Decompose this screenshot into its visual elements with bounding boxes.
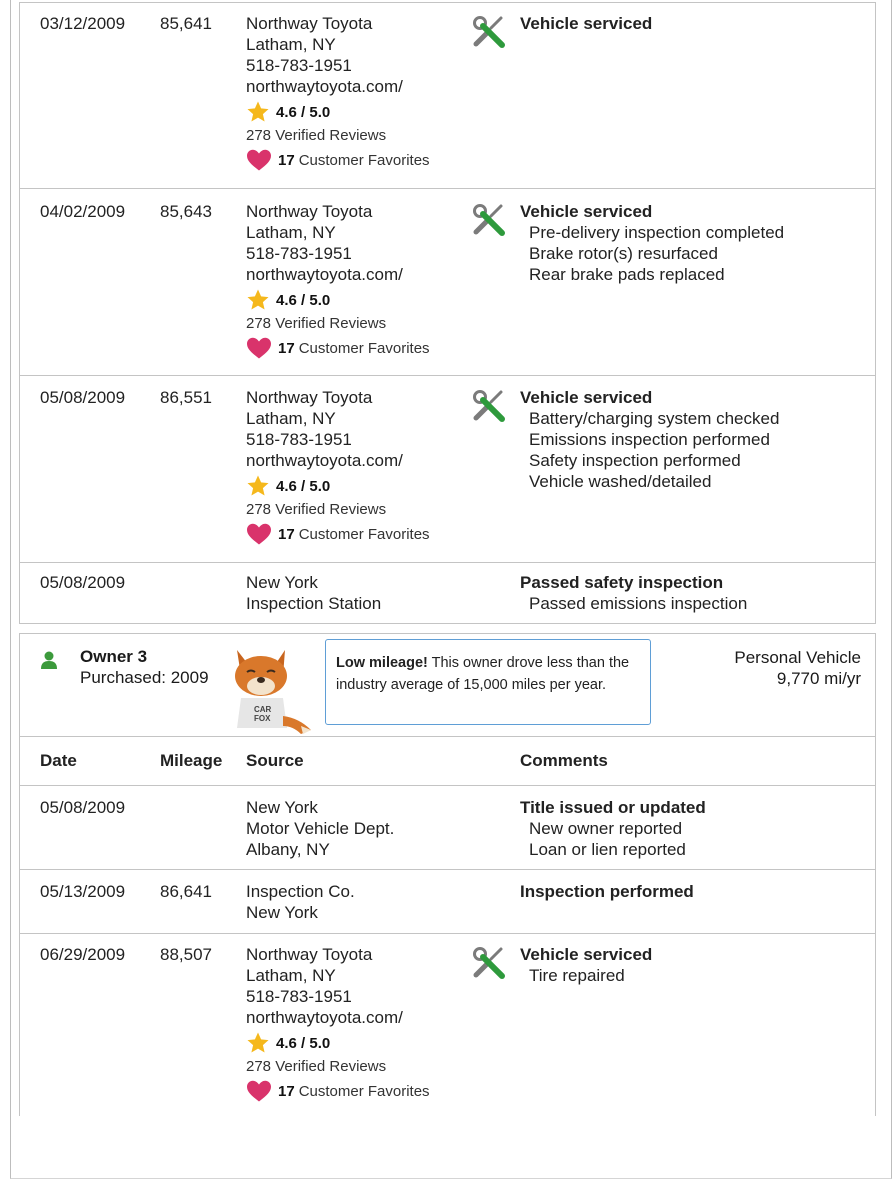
service-tools-icon [472, 15, 506, 49]
dealer-rating [246, 1031, 430, 1055]
source-location: New York [246, 903, 318, 922]
record-comments [520, 944, 652, 986]
column-header-mileage: Mileage [160, 751, 223, 770]
comment-title: Vehicle serviced [520, 388, 653, 407]
vehicle-use-type: Personal Vehicle [734, 648, 861, 667]
star-icon [246, 1031, 270, 1055]
comment-line: Brake rotor(s) resurfaced [529, 244, 718, 263]
source-website[interactable]: northwaytoyota.com/ [246, 1008, 403, 1027]
comment-line: Loan or lien reported [529, 840, 686, 859]
rating-value: 4.6 / 5.0 [276, 477, 331, 495]
favorites-label: Customer Favorites [298, 1082, 430, 1100]
record-date: 04/02/2009 [40, 202, 126, 221]
record-date: 05/08/2009 [40, 573, 126, 592]
comment-title: Title issued or updated [520, 798, 706, 817]
comment-line: Tire repaired [529, 966, 625, 985]
heart-icon [246, 336, 272, 360]
owner-name: Owner 3 [80, 647, 148, 666]
carfox-mascot-icon [227, 646, 315, 736]
customer-favorites [246, 1079, 430, 1103]
record-date: 05/13/2009 [40, 882, 126, 901]
table-header [20, 737, 875, 786]
svg-text:CAR: CAR [254, 705, 272, 714]
favorites-count: 17 [278, 1082, 295, 1100]
table-row [20, 870, 875, 934]
record-source [246, 572, 381, 614]
source-location: Inspection Station [246, 594, 382, 613]
source-phone: 518-783-1951 [246, 244, 352, 263]
favorites-label: Customer Favorites [298, 525, 430, 543]
person-icon [40, 650, 58, 670]
comment-line: New owner reported [529, 819, 683, 838]
record-source [246, 387, 430, 546]
comment-line: Passed emissions inspection [529, 594, 748, 613]
table-row [20, 189, 875, 376]
record-source [246, 797, 394, 860]
comment-line: Battery/charging system checked [529, 409, 780, 428]
favorites-label: Customer Favorites [298, 339, 430, 357]
column-header-date: Date [40, 751, 77, 770]
source-name: New York [246, 798, 318, 817]
record-mileage: 88,507 [160, 945, 212, 964]
record-source [246, 881, 355, 923]
record-source [246, 201, 430, 360]
service-tools-icon [472, 946, 506, 980]
source-phone: 518-783-1951 [246, 56, 352, 75]
owner-usage [734, 647, 861, 689]
record-comments [520, 13, 652, 34]
customer-favorites [246, 336, 430, 360]
service-tools-icon [472, 203, 506, 237]
record-comments [520, 572, 747, 614]
record-comments [520, 797, 706, 860]
comment-line: Vehicle washed/detailed [529, 472, 712, 491]
heart-icon [246, 1079, 272, 1103]
comment-line: Emissions inspection performed [529, 430, 770, 449]
table-row [20, 376, 875, 563]
dealer-rating [246, 100, 430, 124]
source-name: New York [246, 573, 318, 592]
source-location: Latham, NY [246, 966, 336, 985]
comment-line: Safety inspection performed [529, 451, 741, 470]
column-header-comments: Comments [520, 751, 608, 770]
comment-line: Pre-delivery inspection completed [529, 223, 785, 242]
record-comments [520, 387, 779, 492]
record-date: 03/12/2009 [40, 14, 126, 33]
source-name: Inspection Co. [246, 882, 355, 901]
record-comments [520, 201, 784, 285]
source-name[interactable]: Northway Toyota [246, 388, 373, 407]
source-location: Latham, NY [246, 409, 336, 428]
table-row [20, 934, 875, 1117]
history-table-owner3 [19, 736, 876, 1116]
record-mileage: 86,641 [160, 882, 212, 901]
service-tools-icon [472, 389, 506, 423]
callout-text: This owner drove less than the industry average of 15,000 miles per year. [336, 655, 630, 693]
source-phone: 518-783-1951 [246, 430, 352, 449]
table-row [20, 786, 875, 870]
record-source [246, 944, 430, 1103]
comment-line: Rear brake pads replaced [529, 265, 725, 284]
source-location: Latham, NY [246, 35, 336, 54]
source-location: Latham, NY [246, 223, 336, 242]
verified-reviews-link[interactable]: 278 Verified Reviews [246, 501, 387, 518]
verified-reviews-link[interactable]: 278 Verified Reviews [246, 1058, 387, 1075]
record-mileage: 85,643 [160, 202, 212, 221]
favorites-label: Customer Favorites [298, 151, 430, 169]
source-name[interactable]: Northway Toyota [246, 202, 373, 221]
star-icon [246, 288, 270, 312]
record-date: 05/08/2009 [40, 388, 126, 407]
source-phone: 518-783-1951 [246, 987, 352, 1006]
record-mileage: 85,641 [160, 14, 212, 33]
owner-purchased: Purchased: 2009 [80, 668, 209, 687]
record-comments [520, 881, 694, 902]
source-name[interactable]: Northway Toyota [246, 14, 373, 33]
dealer-rating [246, 288, 430, 312]
owner-header [19, 633, 876, 736]
source-website[interactable]: northwaytoyota.com/ [246, 265, 403, 284]
record-source [246, 13, 430, 172]
miles-per-year: 9,770 mi/yr [776, 669, 861, 688]
rating-value: 4.6 / 5.0 [276, 103, 331, 121]
low-mileage-callout [325, 639, 651, 725]
table-row [20, 563, 875, 623]
customer-favorites [246, 522, 430, 546]
source-location: Albany, NY [246, 840, 330, 859]
comment-title: Passed safety inspection [520, 573, 724, 592]
comment-title: Vehicle serviced [520, 202, 653, 221]
source-website[interactable]: northwaytoyota.com/ [246, 451, 403, 470]
favorites-count: 17 [278, 339, 295, 357]
svg-text:FOX: FOX [254, 714, 271, 723]
comment-title: Vehicle serviced [520, 945, 653, 964]
comment-title: Inspection performed [520, 882, 694, 901]
verified-reviews-link[interactable]: 278 Verified Reviews [246, 127, 387, 144]
record-date: 06/29/2009 [40, 945, 126, 964]
star-icon [246, 100, 270, 124]
source-department: Motor Vehicle Dept. [246, 819, 395, 838]
rating-value: 4.6 / 5.0 [276, 1034, 331, 1052]
heart-icon [246, 522, 272, 546]
history-card-owner2 [19, 2, 876, 624]
favorites-count: 17 [278, 151, 295, 169]
favorites-count: 17 [278, 525, 295, 543]
record-mileage: 86,551 [160, 388, 212, 407]
comment-title: Vehicle serviced [520, 14, 653, 33]
callout-heading: Low mileage! [336, 655, 428, 671]
dealer-rating [246, 474, 430, 498]
record-date: 05/08/2009 [40, 798, 126, 817]
rating-value: 4.6 / 5.0 [276, 291, 331, 309]
source-name[interactable]: Northway Toyota [246, 945, 373, 964]
star-icon [246, 474, 270, 498]
heart-icon [246, 148, 272, 172]
column-header-source: Source [246, 751, 304, 770]
table-row [20, 3, 875, 189]
customer-favorites [246, 148, 430, 172]
source-website[interactable]: northwaytoyota.com/ [246, 77, 403, 96]
verified-reviews-link[interactable]: 278 Verified Reviews [246, 315, 387, 332]
